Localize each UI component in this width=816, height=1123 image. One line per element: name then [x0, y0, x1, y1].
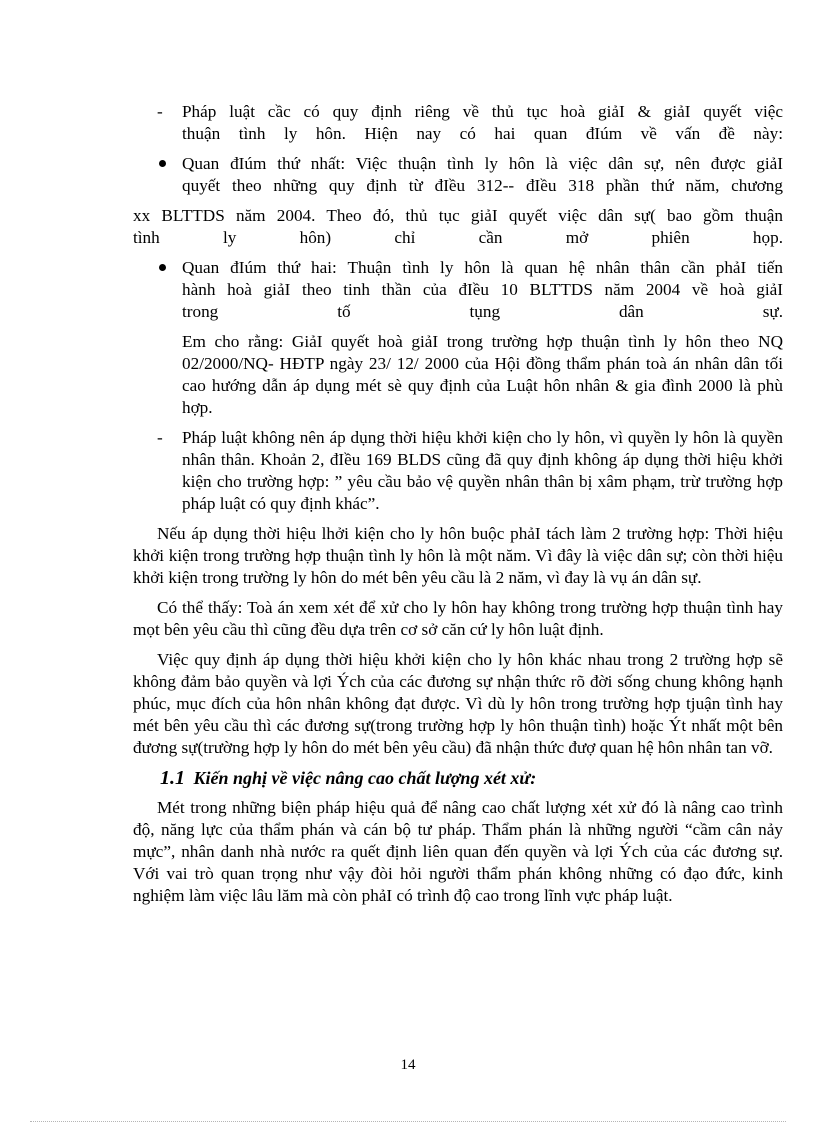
paragraph: Có thể thấy: Toà án xem xét để xử cho ly hôn hay không trong trường hợp thuận tình hay mọt bên yêu cầu thì cũng đều dựa trên cơ sở căn cứ ly hôn luật định.	[133, 598, 783, 639]
document-body	[133, 101, 783, 915]
page-number: 14	[400, 1057, 416, 1073]
bullet-icon	[159, 264, 166, 271]
bullet-sub-paragraph: Em cho rằng: GiảI quyết hoà giảI trong trường hợp thuận tình ly hôn theo NQ 02/2000/NQ- HĐTP ngày 23/ 12/ 2000 của Hội đồng thẩm phán toà án nhân dân tối cao hướng dẫn áp dụng mét sè quy định của Luật hôn nhân & gia đình 2000 là phù hợp.	[182, 332, 783, 417]
paragraph: Mét trong những biện pháp hiệu quả để nâng cao chất lượng xét xử đó là nâng cao trình độ, năng lực của thẩm phán và cán bộ tư pháp. Thẩm phán là những người “cầm cân nảy mực”, nhân danh nhà nước ra quết định liên quan đến quyền và lợi Ých của các đương sự. Với vai trò quan trọng như vậy đòi hỏi người thẩm phán không những có đạo đức, kinh nghiệm làm việc lâu lăm mà còn phảI có trình độ cao trong lĩnh vực pháp luật.	[133, 798, 783, 905]
text-line: Quan đIúm thứ hai: Thuận tình ly hôn là quan hệ nhân thân cần phảI tiến	[182, 258, 783, 277]
text-line: tình ly hôn) chỉ cần mở phiên họp.	[133, 228, 783, 247]
dash-marker: -	[157, 102, 163, 121]
paragraph: Việc quy định áp dụng thời hiệu khởi kiện cho ly hôn khác nhau trong 2 trường hợp sẽ không đảm bảo quyền và lợi Ých của các đương sự nhận thức rõ đời sống chung không hạnh phúc, mục đích của hôn nhân không đạt được. Vì dù ly hôn trong trường hợp tjuận tình hay mét bên yêu cầu thì các đương sự(trong trường hợp ly hôn thuận tình) hoặc Ýt nhất một bên đương sự(trường hợp ly hôn do mét bên yêu cầu) đã nhận thức đượ quan hệ hôn nhân tan vỡ.	[133, 650, 783, 757]
text-line: xx BLTTDS năm 2004. Theo đó, thủ tục giảI quyết việc dân sự( bao gồm thuận	[133, 206, 783, 225]
section-number: 1.1	[160, 767, 185, 789]
text-block: Pháp luật không nên áp dụng thời hiệu khởi kiện cho ly hôn, vì quyền ly hôn là quyền nhân thân. Khoản 2, đIều 169 BLDS cũng đã quy định không áp dụng thời hiệu khởi kiện cho trường hợp: ” yêu cầu bảo vệ quyền nhân thân bị xâm phạm, trừ trường hợp pháp luật có quy định khác”.	[182, 428, 783, 513]
page-bottom-divider	[30, 1121, 786, 1122]
section-heading	[160, 767, 783, 789]
text-line: trong tố tụng dân sự.	[182, 302, 783, 321]
paragraph	[133, 205, 783, 249]
text-line: hành hoà giảI theo tinh thần của đIều 10 BLTTDS năm 2004 về hoà giảI	[182, 280, 783, 299]
text-line: quyết theo những quy định từ đIều 312-- đIều 318 phần thứ năm, chương	[182, 176, 783, 195]
bullet-icon	[159, 160, 166, 167]
text-line: thuận tình ly hôn. Hiện nay có hai quan đIúm về vấn đề này:	[182, 124, 783, 143]
paragraph: Nếu áp dụng thời hiệu lhởi kiện cho ly hôn buộc phảI tách làm 2 trường hợp: Thời hiệu khởi kiện trong trường hợp thuận tình ly hôn là một năm. Vì đây là việc dân sự; còn thời hiệu khởi kiện trong trường ly hôn do mét bên yêu cầu là 2 năm, vì đay là vụ án dân sự.	[133, 524, 783, 587]
dash-marker: -	[157, 428, 163, 447]
text-line: Quan đIúm thứ nhất: Việc thuận tình ly hôn là việc dân sự, nên được giảI	[182, 154, 783, 173]
dash-list-item	[133, 101, 783, 145]
bullet-list-item	[133, 153, 783, 197]
text-line: Pháp luật cầc có quy định riêng về thủ tục hoà giảI & giảI quyết việc	[182, 102, 783, 121]
dash-list-item	[133, 427, 783, 515]
bullet-list-item	[133, 257, 783, 323]
section-title: Kiến nghị về việc nâng cao chất lượng xét xử:	[193, 768, 537, 788]
